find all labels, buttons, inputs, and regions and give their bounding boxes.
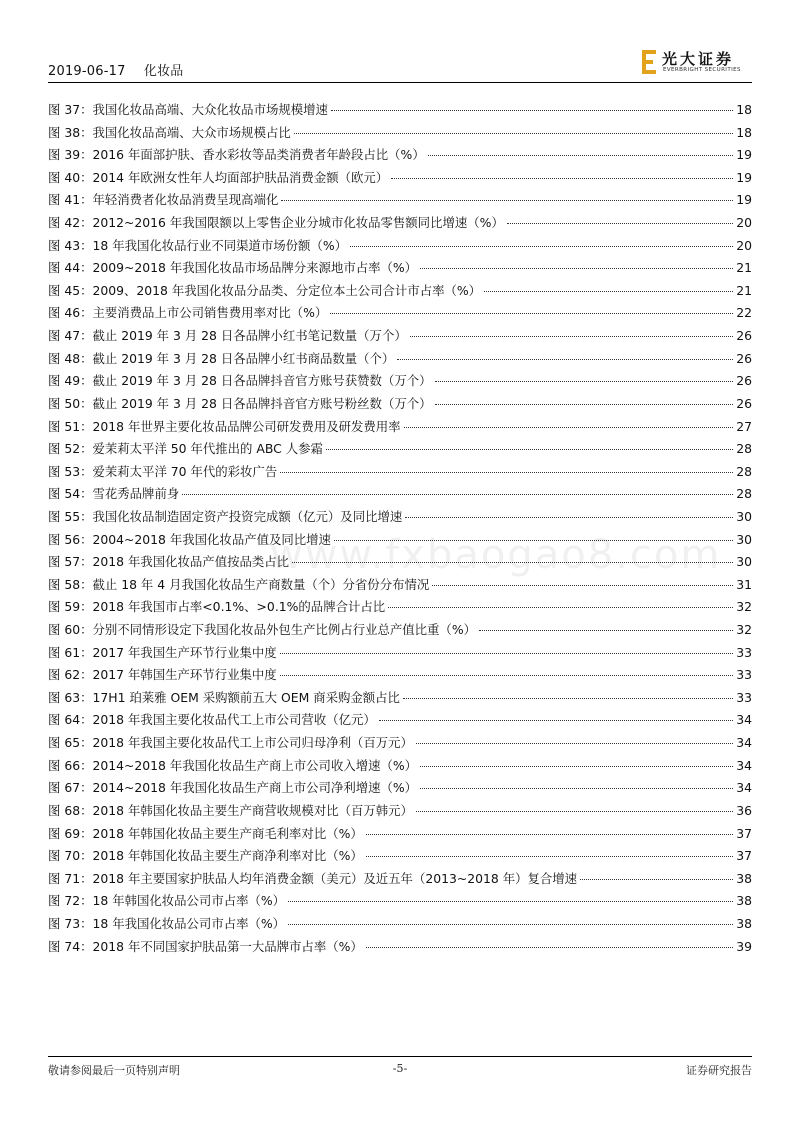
toc-entry-page: 26 [736,395,752,411]
toc-dot-leader [416,743,733,744]
toc-entry[interactable] [48,213,752,236]
toc-entry[interactable] [48,756,752,779]
toc-entry[interactable] [48,688,752,711]
toc-entry-title: 图 59：2018 年我国市占率<0.1%、>0.1%的品牌合计占比 [48,599,386,615]
toc-entry-page: 28 [736,486,752,502]
toc-dot-leader [435,381,734,382]
toc-entry[interactable] [48,394,752,417]
toc-entry-title: 图 41：年轻消费者化妆品消费呈现高端化 [48,192,279,208]
watermark: www.fxbaogao8.com [270,532,722,578]
toc-entry-page: 26 [736,350,752,366]
toc-entry[interactable] [48,484,752,507]
toc-entry-page: 37 [736,848,752,864]
toc-dot-leader [507,223,733,224]
toc-entry-page: 21 [736,260,752,276]
toc-dot-leader [334,540,733,541]
toc-entry-page: 36 [736,802,752,818]
toc-entry-page: 37 [736,825,752,841]
toc-entry[interactable] [48,891,752,914]
toc-entry-title: 图 52：爱茉莉太平洋 50 年代推出的 ABC 人参霜 [48,441,323,457]
toc-entry[interactable] [48,801,752,824]
toc-dot-leader [404,427,734,428]
toc-entry-title: 图 66：2014~2018 年我国化妆品生产商上市公司收入增速（%） [48,757,418,773]
toc-entry-page: 30 [736,531,752,547]
toc-entry-title: 图 69：2018 年韩国化妆品主要生产商毛利率对比（%） [48,825,363,841]
toc-entry[interactable] [48,258,752,281]
toc-entry-page: 26 [736,328,752,344]
footer-divider [48,1056,752,1057]
toc-dot-leader [420,268,733,269]
toc-entry[interactable] [48,869,752,892]
toc-entry[interactable] [48,778,752,801]
toc-entry-page: 32 [736,622,752,638]
toc-entry[interactable] [48,190,752,213]
toc-entry-title: 图 39：2016 年面部护肤、香水彩妆等品类消费者年龄段占比（%） [48,147,425,163]
toc-entry-title: 图 55：我国化妆品制造固定资产投资完成额（亿元）及同比增速 [48,508,403,524]
header-meta [48,60,198,79]
toc-entry[interactable] [48,168,752,191]
toc-entry-page: 27 [736,418,752,434]
toc-entry-page: 26 [736,373,752,389]
toc-entry[interactable] [48,145,752,168]
header-divider [48,82,752,83]
toc-entry-title: 图 40：2014 年欧洲女性年人均面部护肤品消费金额（欧元） [48,169,389,185]
toc-dot-leader [484,291,733,292]
toc-dot-leader [366,856,733,857]
toc-dot-leader [580,879,733,880]
toc-entry-page: 28 [736,441,752,457]
toc-entry-page: 34 [736,712,752,728]
toc-dot-leader [366,947,733,948]
toc-dot-leader [391,178,733,179]
toc-dot-leader [182,494,733,495]
toc-entry-page: 30 [736,554,752,570]
toc-entry-page: 33 [736,689,752,705]
toc-entry-page: 21 [736,282,752,298]
toc-dot-leader [350,246,733,247]
toc-dot-leader [288,924,733,925]
toc-entry[interactable] [48,281,752,304]
toc-entry-title: 图 68：2018 年韩国化妆品主要生产商营收规模对比（百万韩元） [48,802,413,818]
toc-dot-leader [331,110,733,111]
toc-entry-title: 图 71：2018 年主要国家护肤品人均年消费金额（美元）及近五年（2013~2018 年）复合增速 [48,870,578,886]
toc-entry-page: 39 [736,938,752,954]
toc-entry[interactable] [48,530,752,553]
toc-entry-page: 34 [736,757,752,773]
toc-dot-leader [281,200,733,201]
toc-entry[interactable] [48,937,752,960]
toc-entry[interactable] [48,620,752,643]
toc-entry-title: 图 54：雪花秀品牌前身 [48,486,180,502]
toc-entry-title: 图 47：截止 2019 年 3 月 28 日各品牌小红书笔记数量（万个） [48,328,407,344]
toc-dot-leader [420,766,733,767]
toc-entry[interactable] [48,733,752,756]
toc-entry[interactable] [48,462,752,485]
toc-entry-title: 图 60：分别不同情形设定下我国化妆品外包生产比例占行业总产值比重（%） [48,622,476,638]
toc-entry-title: 图 62：2017 年韩国生产环节行业集中度 [48,667,277,683]
page-header [48,46,752,82]
toc-entry[interactable] [48,575,752,598]
toc-entry[interactable] [48,100,752,123]
toc-entry-page: 28 [736,463,752,479]
toc-entry-page: 31 [736,576,752,592]
toc-dot-leader [379,720,733,721]
figure-list [48,100,752,959]
toc-dot-leader [388,607,733,608]
toc-dot-leader [294,133,733,134]
toc-entry-page: 20 [736,237,752,253]
toc-entry[interactable] [48,439,752,462]
toc-dot-leader [330,313,733,314]
toc-entry-title: 图 43：18 年我国化妆品行业不同渠道市场份额（%） [48,237,347,253]
toc-entry-title: 图 51：2018 年世界主要化妆品品牌公司研发费用及研发费用率 [48,418,401,434]
toc-dot-leader [405,517,733,518]
toc-entry-title: 图 44：2009~2018 年我国化妆品市场品牌分来源地市占率（%） [48,260,418,276]
toc-entry-title: 图 53：爱茉莉太平洋 70 年代的彩妆广告 [48,463,278,479]
toc-entry-page: 33 [736,644,752,660]
toc-entry[interactable] [48,417,752,440]
toc-dot-leader [366,834,733,835]
toc-entry[interactable] [48,665,752,688]
toc-entry-page: 38 [736,870,752,886]
toc-dot-leader [326,449,733,450]
toc-entry[interactable] [48,371,752,394]
toc-entry[interactable] [48,123,752,146]
toc-dot-leader [416,811,733,812]
logo-mark-icon [642,50,658,74]
toc-entry-title: 图 49：截止 2019 年 3 月 28 日各品牌抖音官方账号获赞数（万个） [48,373,432,389]
report-category: 化妆品 [143,64,184,79]
toc-entry-page: 20 [736,215,752,231]
toc-entry-title: 图 45：2009、2018 年我国化妆品分品类、分定位本土公司合计市占率（%） [48,282,482,298]
toc-entry[interactable] [48,349,752,372]
toc-entry-title: 图 56：2004~2018 年我国化妆品产值及同比增速 [48,531,331,547]
toc-entry-page: 38 [736,893,752,909]
toc-dot-leader [280,472,733,473]
toc-entry[interactable] [48,710,752,733]
toc-entry-title: 图 61：2017 年我国生产环节行业集中度 [48,644,277,660]
toc-entry-page: 18 [736,124,752,140]
toc-entry-page: 34 [736,780,752,796]
toc-dot-leader [288,901,733,902]
toc-entry-title: 图 58：截止 18 年 4 月我国化妆品生产商数量（个）分省份分布情况 [48,576,430,592]
toc-entry-page: 18 [736,102,752,117]
logo-subtitle: EVERBRIGHT SECURITIES [663,67,741,73]
toc-dot-leader [280,653,734,654]
toc-entry-title: 图 74：2018 年不同国家护肤品第一大品牌市占率（%） [48,938,363,954]
toc-entry-title: 图 38：我国化妆品高端、大众市场规模占比 [48,124,291,140]
toc-entry-title: 图 67：2014~2018 年我国化妆品生产商上市公司净利增速（%） [48,780,418,796]
toc-entry-page: 38 [736,915,752,931]
toc-entry-title: 图 64：2018 年我国主要化妆品代工上市公司营收（亿元） [48,712,376,728]
toc-entry-page: 33 [736,667,752,683]
logo-name: 光大证券 [662,50,735,68]
toc-entry[interactable] [48,326,752,349]
toc-dot-leader [428,155,734,156]
toc-entry-title: 图 50：截止 2019 年 3 月 28 日各品牌抖音官方账号粉丝数（万个） [48,395,432,411]
toc-entry-page: 22 [736,305,752,321]
toc-dot-leader [479,630,733,631]
toc-dot-leader [280,675,734,676]
toc-entry-page: 30 [736,508,752,524]
toc-entry[interactable] [48,552,752,575]
toc-entry-page: 19 [736,147,752,163]
toc-dot-leader [410,336,733,337]
footer-report-type: 证券研究报告 [686,1064,752,1077]
toc-entry-title: 图 72：18 年韩国化妆品公司市占率（%） [48,893,286,909]
toc-entry-title: 图 63：17H1 珀莱雅 OEM 采购额前五大 OEM 商采购金额占比 [48,689,400,705]
toc-entry-title: 图 65：2018 年我国主要化妆品代工上市公司归母净利（百万元） [48,735,413,751]
toc-entry[interactable] [48,597,752,620]
toc-entry-title: 图 37：我国化妆品高端、大众化妆品市场规模增速 [48,102,328,117]
toc-entry[interactable] [48,914,752,937]
toc-dot-leader [435,404,734,405]
toc-entry[interactable] [48,507,752,530]
footer-disclaimer: 敬请参阅最后一页特别声明 [48,1064,180,1077]
report-date: 2019-06-17 [48,64,126,79]
toc-entry-title: 图 42：2012~2016 年我国限额以上零售企业分城市化妆品零售额同比增速（%） [48,215,504,231]
toc-dot-leader [397,359,733,360]
toc-dot-leader [403,698,733,699]
toc-entry[interactable] [48,846,752,869]
toc-entry[interactable] [48,236,752,259]
toc-entry-title: 图 48：截止 2019 年 3 月 28 日各品牌小红书商品数量（个） [48,350,395,366]
toc-dot-leader [432,585,733,586]
toc-entry-page: 32 [736,599,752,615]
toc-dot-leader [420,788,733,789]
page-number: -5- [392,1062,408,1075]
toc-entry-title: 图 73：18 年我国化妆品公司市占率（%） [48,915,286,931]
toc-dot-leader [292,562,733,563]
toc-entry-page: 19 [736,192,752,208]
toc-entry[interactable] [48,643,752,666]
toc-entry[interactable] [48,303,752,326]
toc-entry-page: 19 [736,169,752,185]
toc-entry-title: 图 46：主要消费品上市公司销售费用率对比（%） [48,305,328,321]
company-logo [642,48,752,78]
toc-entry-page: 34 [736,735,752,751]
toc-entry-title: 图 57：2018 年我国化妆品产值按品类占比 [48,554,290,570]
toc-entry[interactable] [48,824,752,847]
toc-entry-title: 图 70：2018 年韩国化妆品主要生产商净利率对比（%） [48,848,363,864]
